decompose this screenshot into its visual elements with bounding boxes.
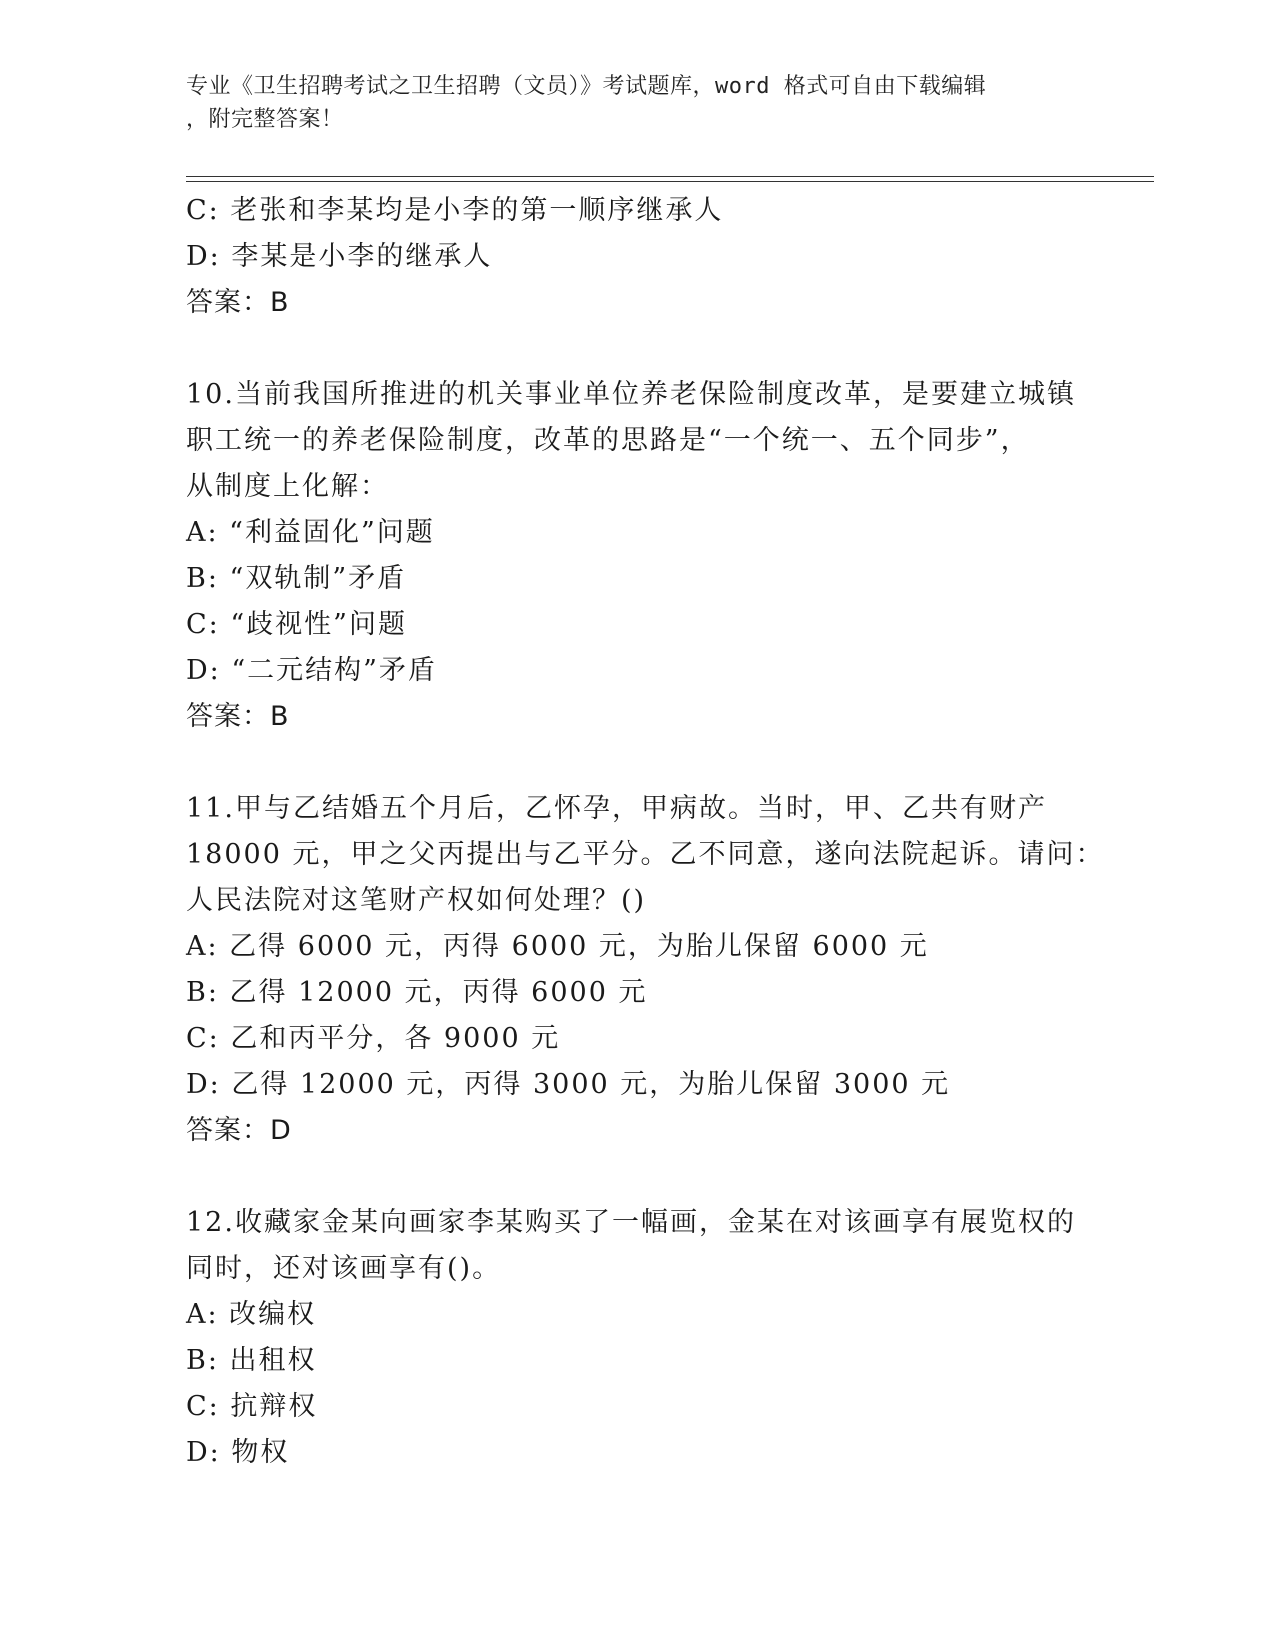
header-line-1: 专业《卫生招聘考试之卫生招聘（文员）》考试题库，word 格式可自由下载编辑 — [186, 74, 987, 99]
question-stem-line: 11.甲与乙结婚五个月后，乙怀孕，甲病故。当时，甲、乙共有财产 — [186, 793, 1047, 824]
header-line-2: ，附完整答案！ — [186, 107, 344, 132]
option-a: A: 改编权 — [186, 1299, 317, 1330]
option-b: B: 乙得 12000 元，丙得 6000 元 — [186, 977, 648, 1008]
option-c: C: 抗辩权 — [186, 1391, 318, 1422]
option-b: B: “双轨制”矛盾 — [186, 563, 407, 594]
option-d: D: 物权 — [186, 1437, 290, 1468]
option-a: A: 乙得 6000 元，丙得 6000 元，为胎儿保留 6000 元 — [186, 931, 929, 962]
question-11 — [186, 786, 1105, 1154]
question-stem-line: 从制度上化解： — [186, 471, 389, 502]
option-b: B: 出租权 — [186, 1345, 317, 1376]
question-stem-line: 人民法院对这笔财产权如何处理？() — [186, 885, 647, 916]
option-c: C: 乙和丙平分，各 9000 元 — [186, 1023, 561, 1054]
option-c: C: “歧视性”问题 — [186, 609, 407, 640]
question-stem-line: 10.当前我国所推进的机关事业单位养老保险制度改革，是要建立城镇 — [186, 379, 1076, 410]
answer-line: 答案：B — [186, 287, 290, 318]
answer-line: 答案：B — [186, 701, 290, 732]
question-10 — [186, 372, 1086, 740]
previous-question-tail — [186, 188, 1086, 326]
document-header — [186, 70, 1066, 136]
option-c: C: 老张和李某均是小李的第一顺序继承人 — [186, 195, 724, 226]
question-stem-line: 同时，还对该画享有()。 — [186, 1253, 502, 1284]
option-d: D: 乙得 12000 元，丙得 3000 元，为胎儿保留 3000 元 — [186, 1069, 951, 1100]
question-stem-line: 18000 元，甲之父丙提出与乙平分。乙不同意，遂向法院起诉。请问： — [186, 839, 1105, 870]
question-stem-line: 职工统一的养老保险制度，改革的思路是“一个统一、五个同步”， — [186, 425, 1030, 456]
header-rule-top — [186, 176, 1154, 177]
option-d: D: “二元结构”矛盾 — [186, 655, 437, 686]
option-d: D: 李某是小李的继承人 — [186, 241, 493, 272]
question-stem-line: 12.收藏家金某向画家李某购买了一幅画，金某在对该画享有展览权的 — [186, 1207, 1076, 1238]
option-a: A: “利益固化”问题 — [186, 517, 435, 548]
header-rule-bottom — [186, 181, 1154, 182]
answer-line: 答案：D — [186, 1115, 292, 1146]
question-12 — [186, 1200, 1086, 1476]
document-body — [186, 188, 1105, 1476]
